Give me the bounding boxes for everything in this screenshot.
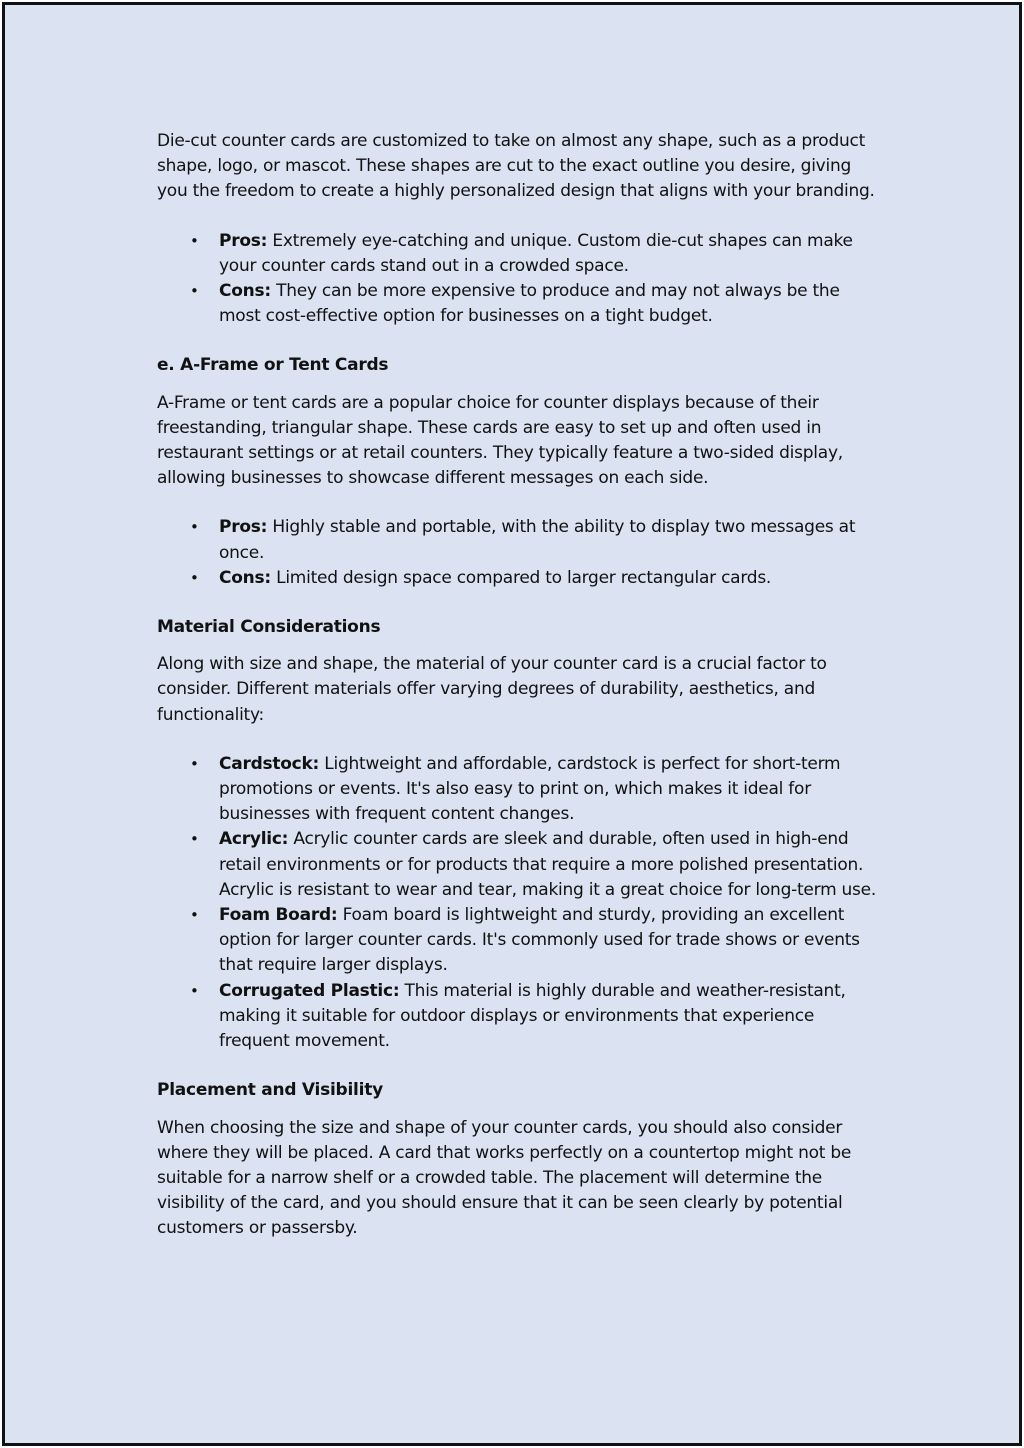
material-list (157, 752, 879, 1054)
aframe-paragraph: A-Frame or tent cards are a popular choice for counter displays because of their freestanding, triangular shape. These cards are easy to set up and often used in restaurant settings or at retail counters. They typically feature a two-sided display, allowing businesses to showcase different messages on each side. (157, 392, 843, 489)
list-item (157, 566, 879, 591)
intro-paragraph: Die-cut counter cards are customized to take on almost any shape, such as a product shape, logo, or mascot. These shapes are cut to the exact outline you desire, giving you the freedom to create a highly personalized design that aligns with your branding. (157, 131, 875, 202)
item-label: Foam Board: (219, 905, 338, 926)
section-heading-aframe: e. A-Frame or Tent Cards (157, 355, 389, 376)
item-label: Corrugated Plastic: (219, 980, 400, 1001)
item-text: Limited design space compared to larger rectangular cards. (270, 567, 772, 588)
item-label: Pros: (219, 230, 268, 251)
item-text: Extremely eye-catching and unique. Custom die-cut shapes can make your counter cards stand out in a crowded space. (219, 230, 853, 276)
item-text: Lightweight and affordable, cardstock is perfect for short-term promotions or events. It's also easy to print on, which makes it ideal for businesses with frequent content changes. (219, 753, 841, 825)
bullet-icon: • (190, 231, 199, 250)
item-label: Cons: (219, 281, 271, 302)
list-item (157, 515, 879, 565)
list-item (157, 827, 879, 903)
list-item (157, 979, 879, 1055)
item-text: They can be more expensive to produce and may not always be the most cost-effective option for businesses on a tight budget. (219, 281, 840, 327)
item-text: Foam board is lightweight and sturdy, providing an excellent option for larger counter cards. It's commonly used for trade shows or events that require larger displays. (219, 905, 860, 976)
list-item (157, 903, 879, 979)
bullet-icon: • (190, 754, 199, 773)
placement-paragraph: When choosing the size and shape of your counter cards, you should also consider where they will be placed. A card that works perfectly on a countertop might not be suitable for a narrow shelf or a crowded table. The placement will determine the visibility of the card, and you should ensure that it can be seen clearly by potential customers or passersby. (157, 1117, 852, 1239)
bullet-icon: • (190, 906, 199, 925)
aframe-pros-cons-list (157, 515, 879, 591)
document-page (2, 2, 1022, 1446)
item-label: Cons: (219, 567, 271, 588)
bullet-icon: • (190, 568, 199, 587)
bullet-icon: • (190, 282, 199, 301)
item-text: This material is highly durable and weather-resistant, making it suitable for outdoor displays or environments that experience frequent movement. (219, 980, 846, 1052)
bullet-icon: • (190, 830, 199, 849)
list-item (157, 229, 879, 279)
item-text: Acrylic counter cards are sleek and durable, often used in high-end retail environments or for products that require a more polished presentation. Acrylic is resistant to wear and tear, making it a great choice for long-term use. (219, 829, 877, 900)
bullet-icon: • (190, 981, 199, 1000)
bullet-icon: • (190, 518, 199, 537)
diecut-pros-cons-list (157, 229, 879, 330)
material-paragraph: Along with size and shape, the material of your counter card is a crucial factor to consider. Different materials offer varying degrees of durability, aesthetics, and functionality: (157, 654, 827, 725)
item-label: Pros: (219, 517, 268, 538)
item-text: Highly stable and portable, with the ability to display two messages at once. (219, 517, 856, 563)
item-label: Cardstock: (219, 753, 320, 774)
section-heading-placement: Placement and Visibility (157, 1080, 383, 1101)
item-label: Acrylic: (219, 829, 289, 850)
list-item (157, 752, 879, 828)
document-body (157, 129, 879, 1242)
list-item (157, 279, 879, 329)
section-heading-material: Material Considerations (157, 617, 381, 638)
